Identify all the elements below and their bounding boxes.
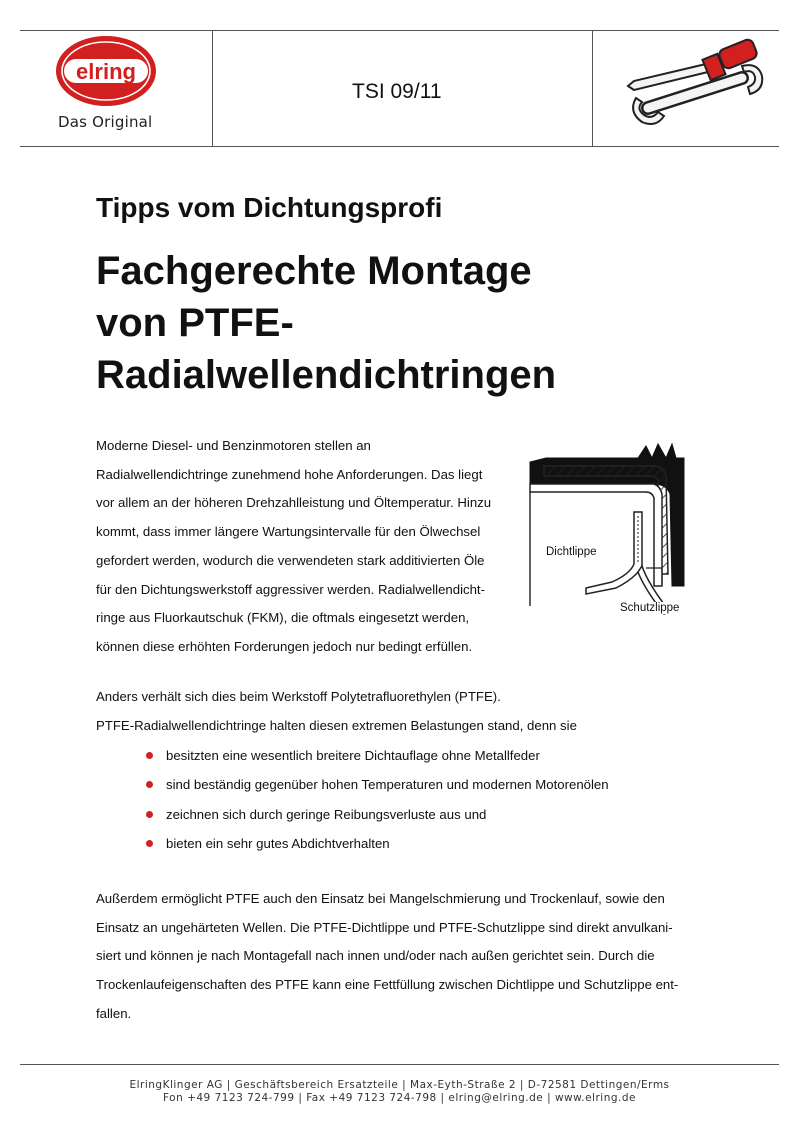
bullet-icon (146, 781, 153, 788)
text-line: siert und können je nach Montagefall nach innen und/oder nach außen gerichtet sein. Durch die (96, 948, 655, 964)
text-line: Moderne Diesel- und Benzinmotoren stellen an (96, 438, 371, 453)
header-divider-left (212, 30, 213, 146)
list-item (146, 829, 609, 858)
ptfe-benefits-list (146, 741, 609, 858)
list-item (146, 770, 609, 799)
document-id: TSI 09/11 (352, 80, 442, 103)
ptfe-paragraph (96, 683, 716, 740)
title-line: Radialwellendichtringen (96, 353, 557, 397)
text-line: fallen. (96, 1005, 132, 1021)
text-line: gefordert werden, wodurch die verwendeten stark additivierten Öle (96, 552, 485, 568)
text-line: Anders verhält sich dies beim Werkstoff Polytetrafluorethylen (PTFE). (96, 689, 501, 704)
logo-wordmark: elring (76, 59, 136, 84)
label-protective-lip: Schutzlippe (620, 602, 680, 614)
document-title (96, 245, 736, 401)
elring-logo (54, 34, 158, 108)
text-line: Radialwellendichtringe zunehmend hohe Anforderungen. Das liegt (96, 466, 483, 482)
label-sealing-lip: Dichtlippe (546, 546, 597, 558)
list-item-text: sind beständig gegenüber hohen Temperaturen und modernen Motorenölen (166, 777, 609, 793)
seal-cross-section-figure (526, 436, 686, 621)
footer-rule (20, 1064, 779, 1065)
bullet-icon (146, 811, 153, 818)
list-item (146, 741, 609, 770)
text-line: Außerdem ermöglicht PTFE auch den Einsatz bei Mangelschmierung und Trockenlauf, sowie den (96, 891, 665, 906)
title-line: Fachgerechte Montage (96, 249, 532, 293)
bullet-icon (146, 840, 153, 847)
text-line: kommt, dass immer längere Wartungsintervalle für den Ölwechsel (96, 524, 481, 540)
seal-diagram (526, 436, 686, 621)
list-item-text: besitzten eine wesentlich breitere Dichtauflage ohne Metallfeder (166, 748, 540, 763)
text-line: können diese erhöhten Forderungen jedoch nur bedingt erfüllen. (96, 638, 473, 654)
header-bottom-rule (20, 146, 779, 147)
footer-address: ElringKlinger AG | Geschäftsbereich Ersatzteile | Max-Eyth-Straße 2 | D-72581 Dettingen/Erms (129, 1079, 670, 1091)
text-line: PTFE-Radialwellendichtringe halten diesen extremen Belastungen stand, denn sie (96, 717, 577, 733)
header-divider-right (592, 30, 593, 146)
bullet-icon (146, 752, 153, 759)
footer-contact-details: Fon +49 7123 724-799 | Fax +49 7123 724-798 | elring@elring.de | www.elring.de (163, 1092, 636, 1104)
list-item (146, 800, 609, 829)
screwdriver-wrench-icon (620, 30, 770, 130)
document-kicker: Tipps vom Dichtungsprofi (96, 192, 443, 223)
list-item-text: zeichnen sich durch geringe Reibungsverluste aus und (166, 806, 487, 822)
text-line: vor allem an der höheren Drehzahlleistung und Öltemperatur. Hinzu (96, 495, 492, 511)
closing-paragraph (96, 885, 716, 1029)
footer-contact (0, 1079, 799, 1105)
text-line: für den Dichtungswerkstoff aggressiver werden. Radialwellendicht- (96, 581, 485, 597)
list-item-text: bieten ein sehr gutes Abdichtverhalten (166, 835, 390, 851)
text-line: ringe aus Fluorkautschuk (FKM), die oftmals eingesetzt werden, (96, 610, 470, 626)
intro-paragraph (96, 432, 506, 662)
text-line: Einsatz an ungehärteten Wellen. Die PTFE-Dichtlippe und PTFE-Schutzlippe sind direkt anvulkani- (96, 919, 673, 935)
text-line: Trockenlaufeigenschaften des PTFE kann eine Fettfüllung zwischen Dichtlippe und Schutzlippe ent- (96, 977, 679, 993)
logo-subtitle: Das Original (58, 113, 153, 131)
title-line: von PTFE- (96, 301, 294, 345)
